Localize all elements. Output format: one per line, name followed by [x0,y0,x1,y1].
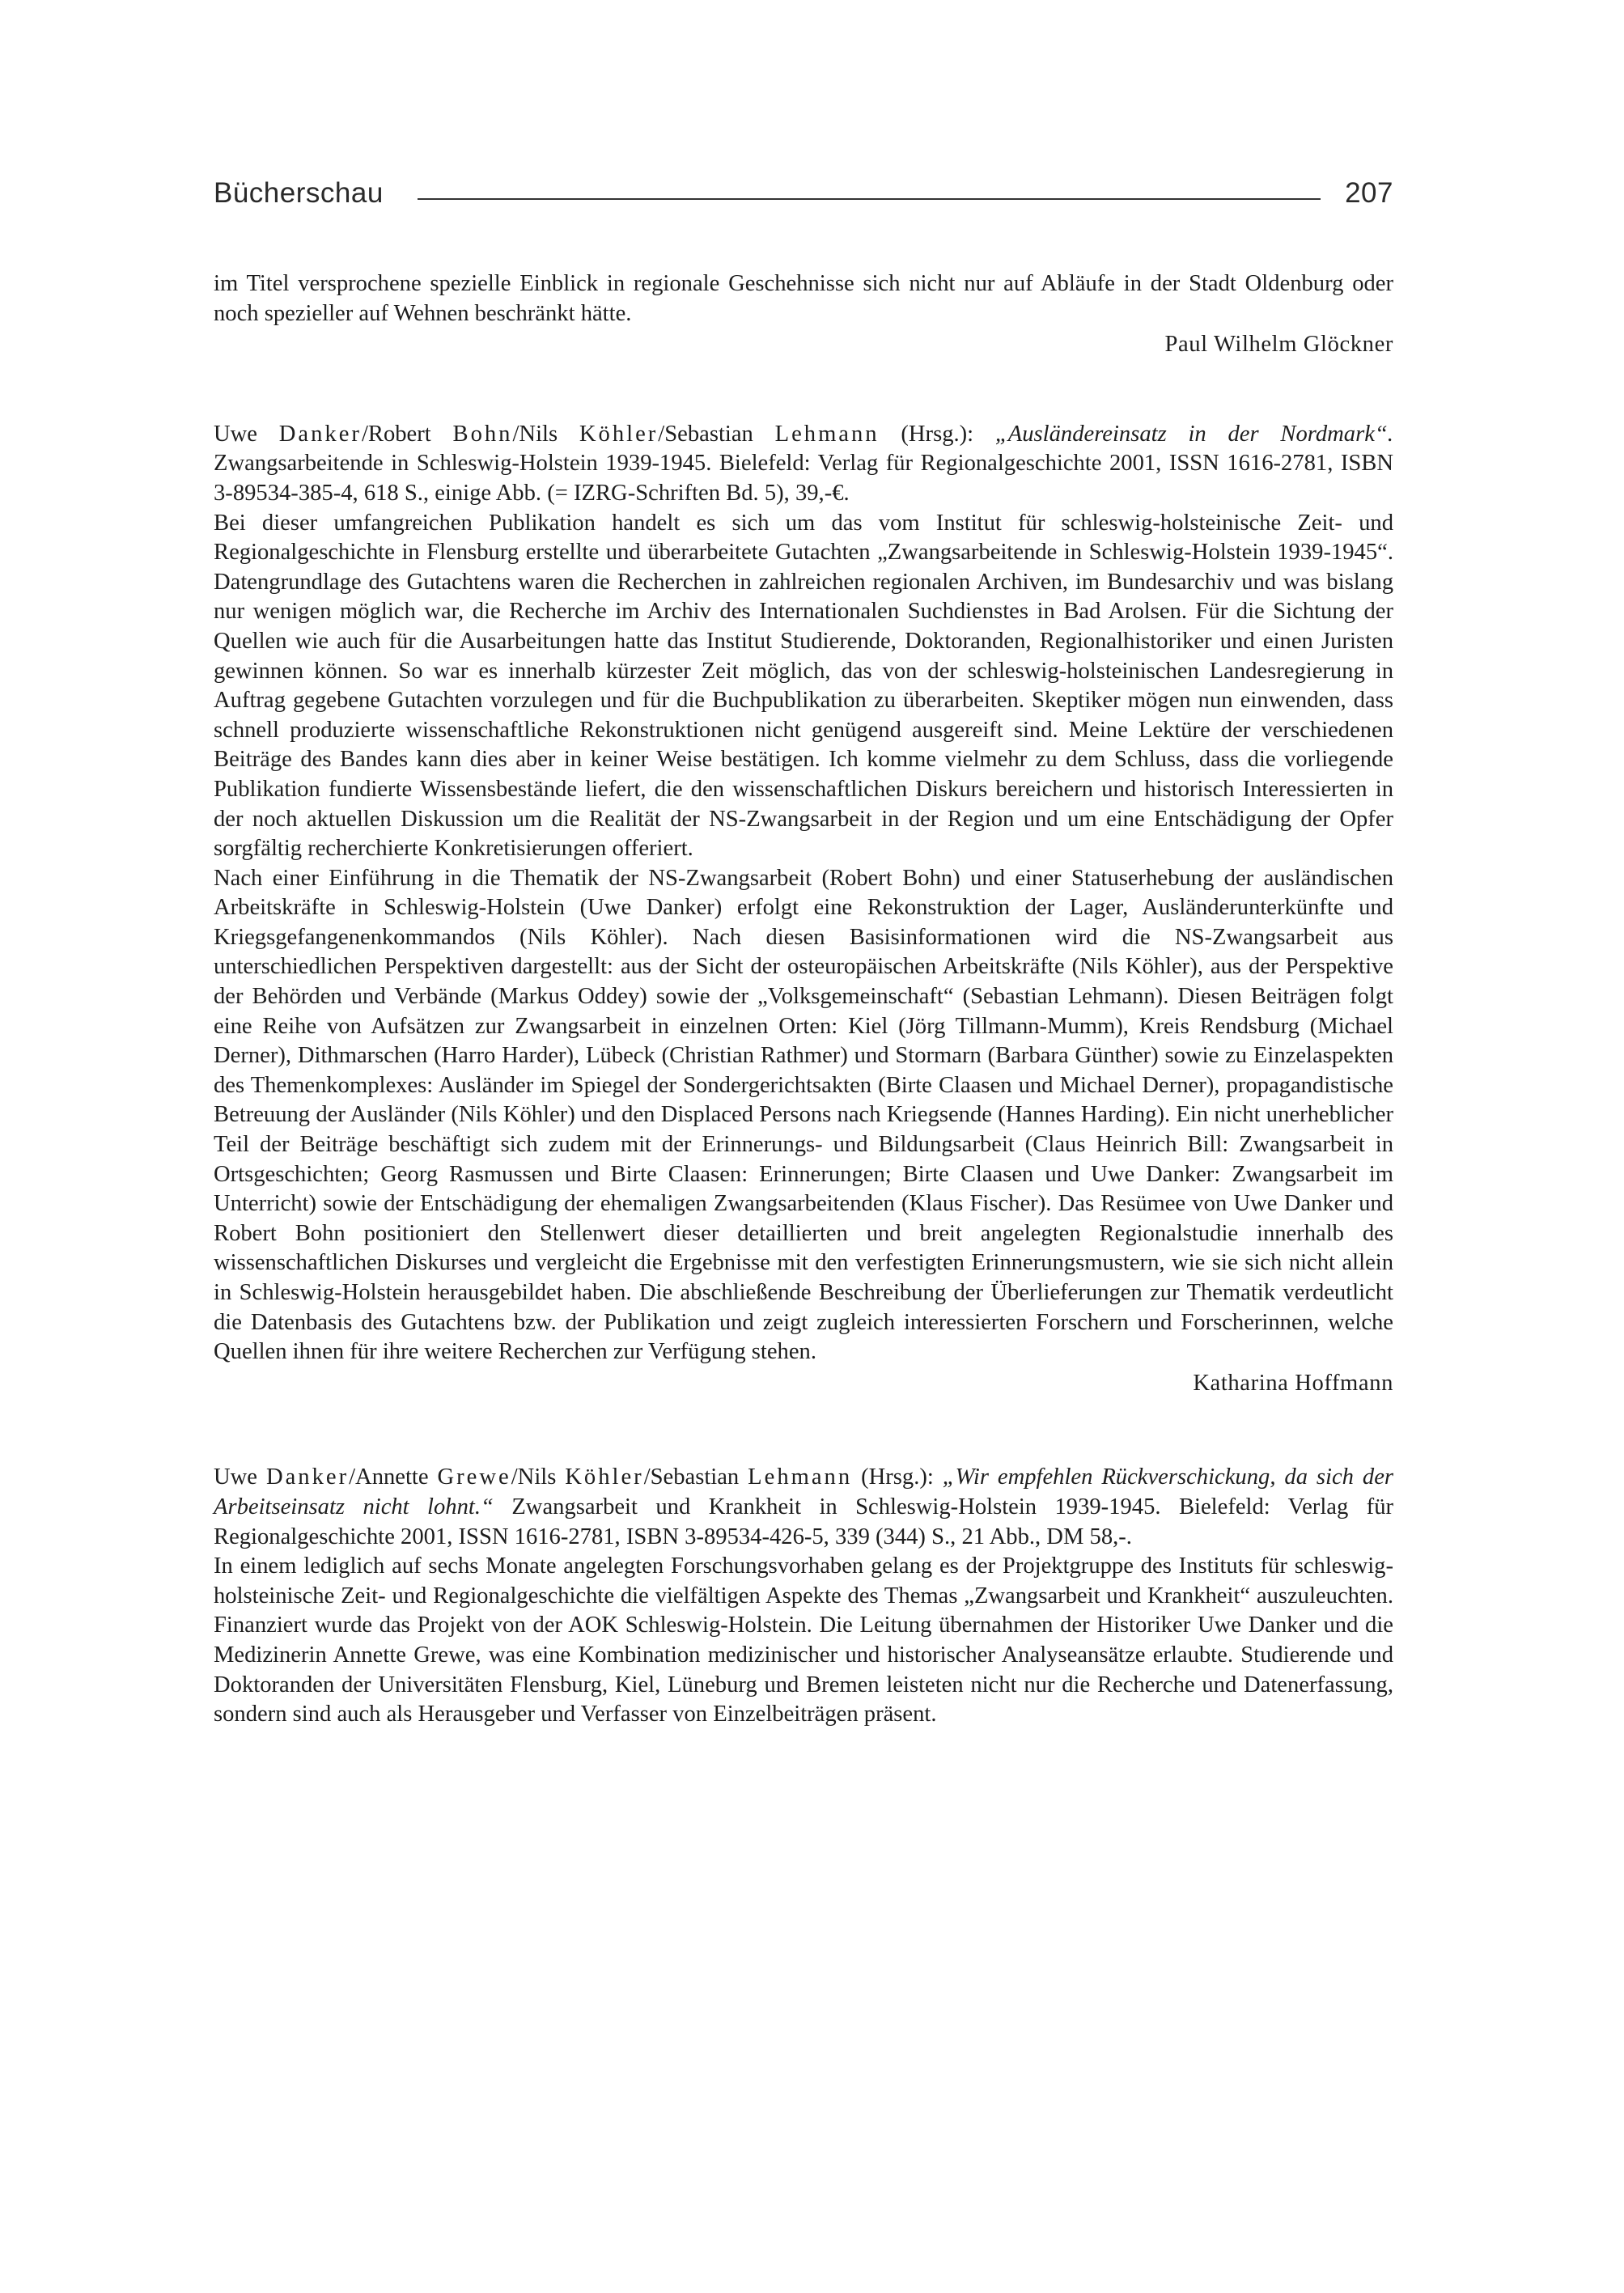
book-review-page [214,158,1393,1730]
author-last-name: Köhler [565,1464,644,1490]
author-first-name: Robert [367,421,431,447]
author-last-name: Bohn [452,421,513,447]
page-number: 207 [1345,177,1393,209]
reviewer-name: Paul Wilhelm Glöckner [1164,332,1393,358]
author-last-name: Grewe [437,1464,511,1490]
book-title: „Wir empfehlen Rückverschickung, da sich der Arbeitseinsatz nicht lohnt.“ [214,1464,1394,1519]
continuation-text: im Titel versprochene spezielle Einblick in regionale Geschehnisse sich nicht nur auf Abläufe in der Stadt Oldenburg oder noch spezieller auf Wehnen beschränkt hätte. [214,271,1393,326]
author-first-name: Sebastian [650,1464,740,1490]
author-last-name: Lehmann [774,421,880,447]
section-title: Bücherschau [214,177,384,209]
header-rule [418,198,1321,200]
author-first-name: Annette [355,1464,429,1490]
author-last-name: Köhler [579,421,659,447]
author-last-name: Danker [265,1464,350,1490]
review-citation: Uwe Danker/Annette Grewe/Nils Köhler/Sebastian Lehmann (Hrsg.): „Wir empfehlen Rückverschickung, da sich der Arbeitseinsatz nicht lohnt.“ Zwangsarbeit und Krankheit in Schleswig-Holstein 1939-1945. Bielefeld: Verlag für Regionalgeschichte 2001, ISSN 1616-2781, ISBN 3-89534-426-5, 339 (344) S., 21 Abb., DM 58,-. [214,1464,1394,1549]
editor-note: (Hrsg.): [901,421,974,447]
editor-note: (Hrsg.): [861,1464,934,1490]
author-last-name: Danker [278,421,362,447]
review-paragraph: Bei dieser umfangreichen Publikation handelt es sich um das vom Institut für schleswig-holsteinische Zeit- und Regionalgeschichte in Flensburg erstellte und überarbeitete Gutachten „Zwangsarbeitende in Schleswig-Holstein 1939-1945“. Datengrundlage des Gutachtens waren die Recherchen in zahlreichen regionalen Archiven, im Bundesarchiv und was bislang nur wenigen möglich war, die Recherche im Archiv des Internationalen Suchdienstes in Bad Arolsen. Für die Sichtung der Quellen wie auch für die Ausarbeitungen hatte das Institut Studierende, Doktoranden, Regionalhistoriker und einen Juristen gewinnen können. So war es innerhalb kürzester Zeit möglich, das von der schleswig-holsteinischen Landesregierung in Auftrag gegebene Gutachten vorzulegen und für die Buchpublikation zu überarbeiten. Skeptiker mögen nun einwenden, dass schnell produzierte wissenschaftliche Rekonstruktionen nicht genügend ausgereift sind. Meine Lektüre der verschiedenen Beiträge des Bandes kann dies aber in keiner Weise bestätigen. Ich komme vielmehr zu dem Schluss, dass die vorliegende Publikation fundierte Wissensbestände liefert, die den wissenschaftlichen Diskurs bereichern und historisch Interessierten in der noch aktuellen Diskussion um die Realität der NS-Zwangsarbeit in der Region und um eine Entschädigung der Opfer sorgfältig recherchierte Konkretisierungen offeriert. [214,510,1393,862]
author-first-name: Uwe [214,1464,257,1490]
author-first-name: Nils [517,1464,557,1490]
review-entry [214,420,1393,1399]
book-title: „Ausländereinsatz in der Nordmark“. [994,421,1393,447]
review-paragraph: In einem lediglich auf sechs Monate angelegten Forschungsvorhaben gelang es der Projektgruppe des Instituts für schleswig-holsteinische Zeit- und Regionalgeschichte die vielfältigen Aspekte des Themas „Zwangsarbeit und Krankheit“ auszuleuchten. Finanziert wurde das Projekt von der AOK Schleswig-Holstein. Die Leitung übernahmen der Historiker Uwe Danker und die Medizinerin Annette Grewe, was eine Kombination medizinischer und historischer Analyseansätze erlaubte. Studierende und Doktoranden der Universitäten Flensburg, Kiel, Lüneburg und Bremen leisteten nicht nur die Recherche und Datenerfassung, sondern sind auch als Herausgeber und Verfasser von Einzelbeiträgen präsent. [214,1553,1393,1727]
running-header [214,158,1393,210]
publication-details: Zwangsarbeit und Krankheit in Schleswig-Holstein 1939-1945. Bielefeld: Verlag für Regionalgeschichte 2001, ISSN 1616-2781, ISBN 3-89534-426-5, 339 (344) S., 21 Abb., DM 58,-. [214,1494,1394,1549]
publication-details: Zwangsarbeitende in Schleswig-Holstein 1939-1945. Bielefeld: Verlag für Regionalgeschichte 2001, ISSN 1616-2781, ISBN 3-89534-385-4, 618 S., einige Abb. (= IZRG-Schriften Bd. 5), 39,-€. [214,451,1393,506]
author-first-name: Nils [519,421,558,447]
author-last-name: Lehmann [748,1464,853,1490]
review-entry [214,1463,1393,1729]
author-first-name: Sebastian [664,421,753,447]
author-first-name: Uwe [214,421,257,447]
review-citation: Uwe Danker/Robert Bohn/Nils Köhler/Sebastian Lehmann (Hrsg.): „Ausländereinsatz in der Nordmark“. Zwangsarbeitende in Schleswig-Holstein 1939-1945. Bielefeld: Verlag für Regionalgeschichte 2001, ISSN 1616-2781, ISBN 3-89534-385-4, 618 S., einige Abb. (= IZRG-Schriften Bd. 5), 39,-€. [214,421,1393,506]
reviewer-name: Katharina Hoffmann [1193,1370,1393,1396]
review-paragraph: Nach einer Einführung in die Thematik der NS-Zwangsarbeit (Robert Bohn) und einer Statuserhebung der ausländischen Arbeitskräfte in Schleswig-Holstein (Uwe Danker) erfolgt eine Rekonstruktion der Lager, Ausländerunterkünfte und Kriegsgefangenenkommandos (Nils Köhler). Nach diesen Basisinformationen wird die NS-Zwangsarbeit aus unterschiedlichen Perspektiven dargestellt: aus der Sicht der osteuropäischen Arbeitskräfte (Nils Köhler), aus der Perspektive der Behörden und Verbände (Markus Oddey) sowie der „Volksgemeinschaft“ (Sebastian Lehmann). Diesen Beiträgen folgt eine Reihe von Aufsätzen zur Zwangsarbeit in einzelnen Orten: Kiel (Jörg Tillmann-Mumm), Kreis Rendsburg (Michael Derner), Dithmarschen (Harro Harder), Lübeck (Christian Rathmer) und Stormarn (Barbara Günther) sowie zu Einzelaspekten des Themenkomplexes: Ausländer im Spiegel der Sondergerichtsakten (Birte Claasen und Michael Derner), propagandistische Betreuung der Ausländer (Nils Köhler) und den Displaced Persons nach Kriegsende (Hannes Harding). Ein nicht unerheblicher Teil der Beiträge beschäftigt sich zudem mit der Erinnerungs- und Bildungsarbeit (Claus Heinrich Bill: Zwangsarbeit in Ortsgeschichten; Georg Rasmussen und Birte Claasen: Erinnerungen; Birte Claasen und Uwe Danker: Zwangsarbeit im Unterricht) sowie der Entschädigung der ehemaligen Zwangsarbeitenden (Klaus Fischer). Das Resümee von Uwe Danker und Robert Bohn positioniert den Stellenwert dieser detaillierten und breit angelegten Regionalstudie innerhalb des wissenschaftlichen Diskurses und vergleicht die Ergebnisse mit den verfestigten Erinnerungsmustern, wie sie sich nicht allein in Schleswig-Holstein herausgebildet haben. Die abschließende Beschreibung der Überlieferungen zur Thematik verdeutlicht die Datenbasis des Gutachtens bzw. der Publikation und zeigt zugleich interessierten Forschern und Forscherinnen, welche Quellen ihnen für ihre weitere Recherchen zur Verfügung stehen. [214,865,1393,1365]
